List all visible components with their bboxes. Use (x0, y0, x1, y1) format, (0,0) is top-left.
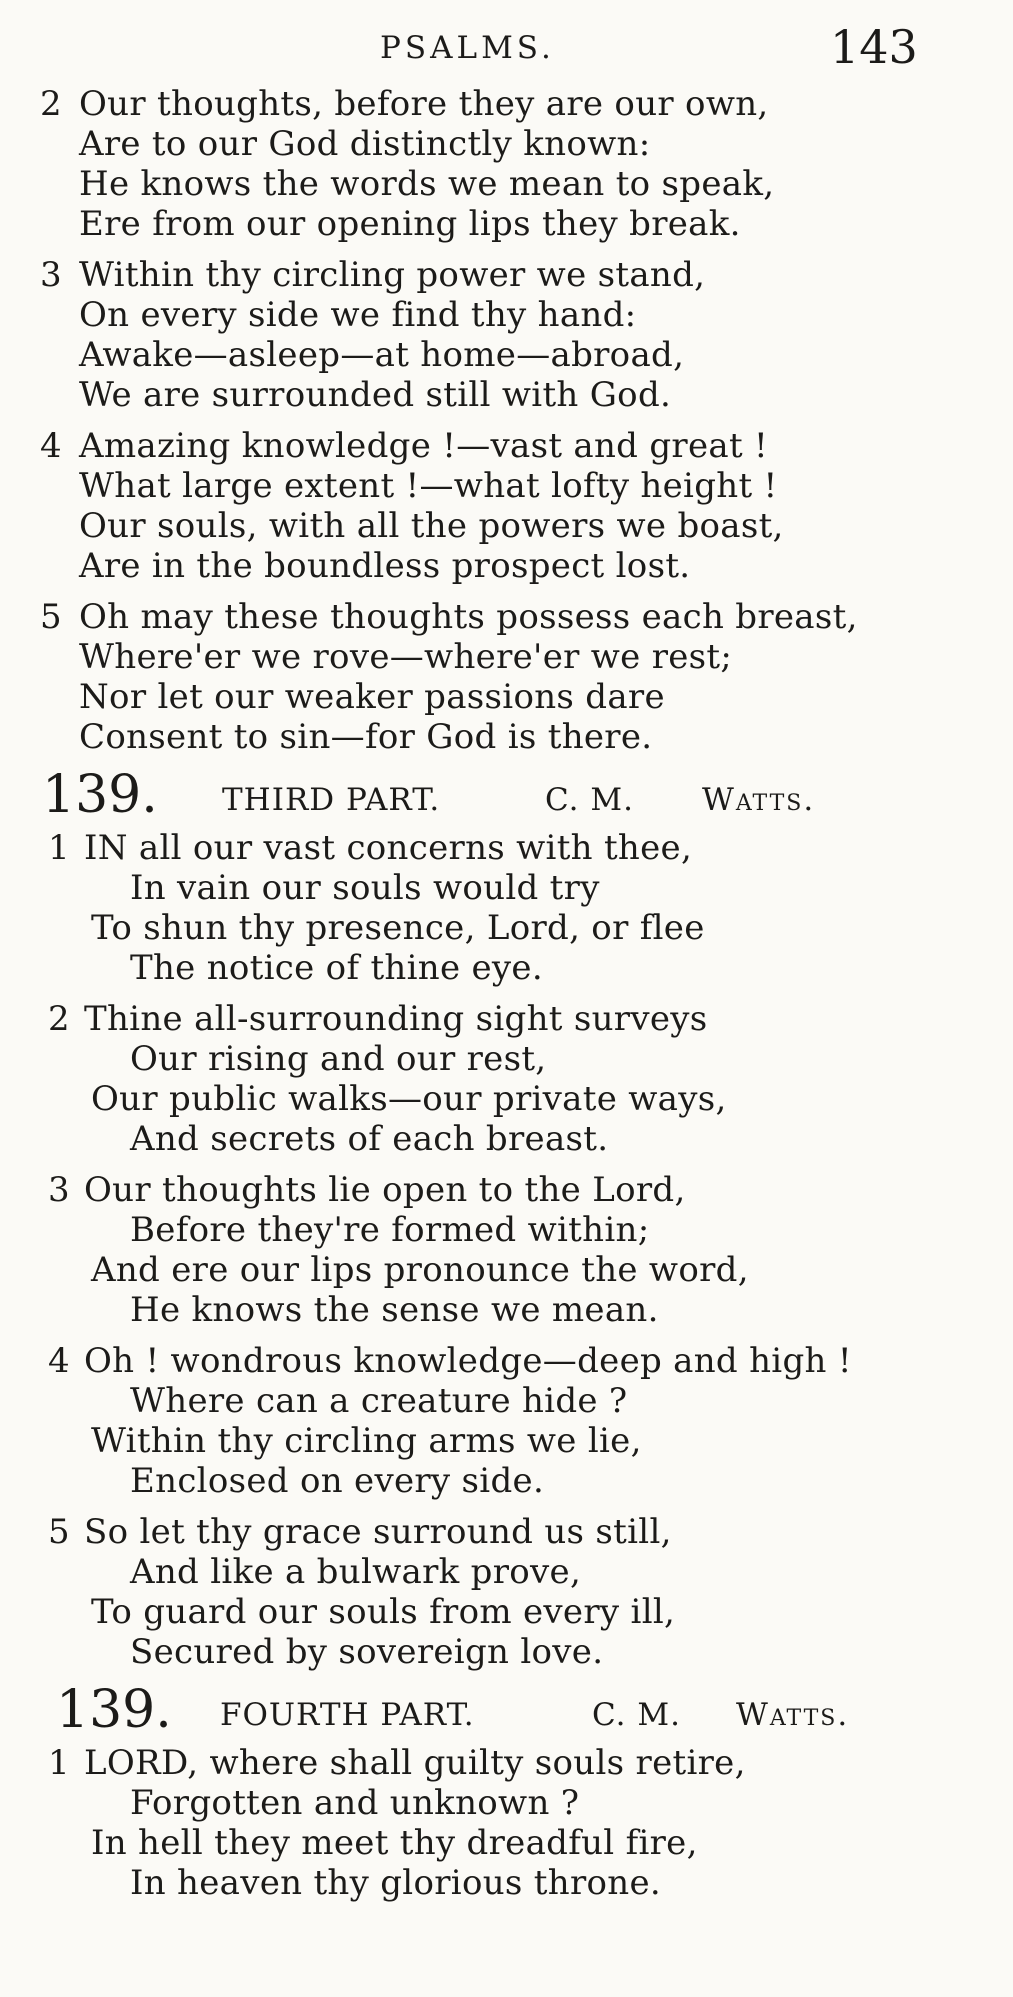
line-text: The notice of thine eye. (130, 948, 543, 988)
verse-line (0, 1783, 1013, 1823)
stanza-number: 1 (48, 828, 70, 868)
verse-line (0, 1632, 1013, 1672)
line-text: He knows the words we mean to speak, (79, 164, 775, 204)
line-text: LORD, where shall guilty souls retire, (84, 1743, 746, 1783)
stanza (0, 1512, 1013, 1672)
stanza (0, 1341, 1013, 1501)
line-text: He knows the sense we mean. (130, 1290, 659, 1330)
stanza-number: 2 (48, 999, 70, 1039)
hymn-number: 139. (56, 1680, 172, 1740)
verse-line (0, 908, 1013, 948)
line-text: Enclosed on every side. (130, 1461, 545, 1501)
stanza-number: 3 (40, 255, 62, 295)
verse-line (0, 1381, 1013, 1421)
line-text: Our public walks—our private ways, (91, 1079, 727, 1119)
verse-line (0, 1079, 1013, 1119)
verse-line (0, 1592, 1013, 1632)
line-text: Our thoughts lie open to the Lord, (84, 1170, 686, 1210)
verse-line (0, 717, 1013, 757)
verse-line (0, 677, 1013, 717)
page-number: 143 (830, 20, 918, 74)
verse-line (0, 204, 1013, 244)
verse-line (0, 999, 1013, 1039)
line-text: So let thy grace surround us still, (84, 1512, 672, 1552)
line-text: We are surrounded still with God. (79, 375, 672, 415)
verse-line (0, 1250, 1013, 1290)
verse-line (0, 1461, 1013, 1501)
hymn-part: THIRD PART. (222, 782, 441, 818)
stanza (0, 255, 1013, 415)
verse-line (0, 1823, 1013, 1863)
verse-line (0, 1290, 1013, 1330)
stanza (0, 426, 1013, 586)
verse-line (0, 546, 1013, 586)
hymn-heading (0, 1680, 1013, 1740)
verse-line (0, 506, 1013, 546)
stanza-number: 3 (48, 1170, 70, 1210)
line-text: Forgotten and unknown ? (130, 1783, 580, 1823)
verse-line (0, 597, 1013, 637)
verse-line (0, 868, 1013, 908)
page-content (0, 84, 1013, 1914)
line-text: Our rising and our rest, (130, 1039, 547, 1079)
verse-line (0, 1863, 1013, 1903)
verse-line (0, 1552, 1013, 1592)
line-text: On every side we find thy hand: (79, 295, 637, 335)
verse-line (0, 1512, 1013, 1552)
line-text: Awake—asleep—at home—abroad, (79, 335, 685, 375)
hymn-author: Watts. (702, 782, 816, 818)
verse-line (0, 828, 1013, 868)
line-text: And like a bulwark prove, (130, 1552, 582, 1592)
line-text: Amazing knowledge !—vast and great ! (79, 426, 768, 466)
verse-line (0, 1119, 1013, 1159)
line-text: In vain our souls would try (130, 868, 600, 908)
line-text: Are to our God distinctly known: (79, 124, 651, 164)
verse-line (0, 1421, 1013, 1461)
verse-line (0, 1170, 1013, 1210)
line-text: Where can a creature hide ? (130, 1381, 628, 1421)
line-text: Secured by sovereign love. (130, 1632, 604, 1672)
stanza-number: 4 (48, 1341, 70, 1381)
line-text: To guard our souls from every ill, (91, 1592, 676, 1632)
line-text: What large extent !—what lofty height ! (79, 466, 778, 506)
line-text: Thine all-surrounding sight surveys (84, 999, 708, 1039)
verse-line (0, 1039, 1013, 1079)
verse-line (0, 1743, 1013, 1783)
line-text: Ere from our opening lips they break. (79, 204, 741, 244)
verse-line (0, 164, 1013, 204)
hymn-number: 139. (42, 765, 158, 825)
stanza-number: 2 (40, 84, 62, 124)
verse-line (0, 1341, 1013, 1381)
hymn-part: FOURTH PART. (220, 1697, 475, 1733)
running-head (0, 20, 1013, 74)
hymn-meter: C. M. (592, 1697, 681, 1733)
stanza-number: 5 (40, 597, 62, 637)
line-text: Oh may these thoughts possess each breast, (79, 597, 858, 637)
stanza (0, 828, 1013, 988)
line-text: And ere our lips pronounce the word, (91, 1250, 749, 1290)
line-text: To shun thy presence, Lord, or flee (91, 908, 705, 948)
line-text: In hell they meet thy dreadful fire, (91, 1823, 698, 1863)
line-text: Are in the boundless prospect lost. (79, 546, 691, 586)
stanza (0, 1743, 1013, 1903)
verse-line (0, 335, 1013, 375)
line-text: In heaven thy glorious throne. (130, 1863, 662, 1903)
hymn-heading (0, 765, 1013, 825)
stanza (0, 84, 1013, 244)
verse-line (0, 1210, 1013, 1250)
stanza-number: 5 (48, 1512, 70, 1552)
line-text: IN all our vast concerns with thee, (84, 828, 693, 868)
line-text: Our souls, with all the powers we boast, (79, 506, 784, 546)
line-text: Before they're formed within; (130, 1210, 650, 1250)
hymn-meter: C. M. (545, 782, 634, 818)
stanza (0, 597, 1013, 757)
verse-line (0, 255, 1013, 295)
verse-line (0, 637, 1013, 677)
verse-line (0, 466, 1013, 506)
line-text: Consent to sin—for God is there. (79, 717, 653, 757)
verse-line (0, 295, 1013, 335)
line-text: Our thoughts, before they are our own, (79, 84, 769, 124)
line-text: Where'er we rove—where'er we rest; (79, 637, 733, 677)
line-text: Within thy circling arms we lie, (91, 1421, 642, 1461)
stanza (0, 999, 1013, 1159)
stanza (0, 1170, 1013, 1330)
stanza-number: 4 (40, 426, 62, 466)
verse-line (0, 375, 1013, 415)
line-text: Oh ! wondrous knowledge—deep and high ! (84, 1341, 852, 1381)
line-text: And secrets of each breast. (130, 1119, 609, 1159)
hymn-author: Watts. (736, 1697, 850, 1733)
verse-line (0, 124, 1013, 164)
line-text: Nor let our weaker passions dare (79, 677, 665, 717)
verse-line (0, 84, 1013, 124)
running-title: PSALMS. (380, 30, 555, 66)
stanza-number: 1 (48, 1743, 70, 1783)
line-text: Within thy circling power we stand, (79, 255, 706, 295)
verse-line (0, 426, 1013, 466)
verse-line (0, 948, 1013, 988)
